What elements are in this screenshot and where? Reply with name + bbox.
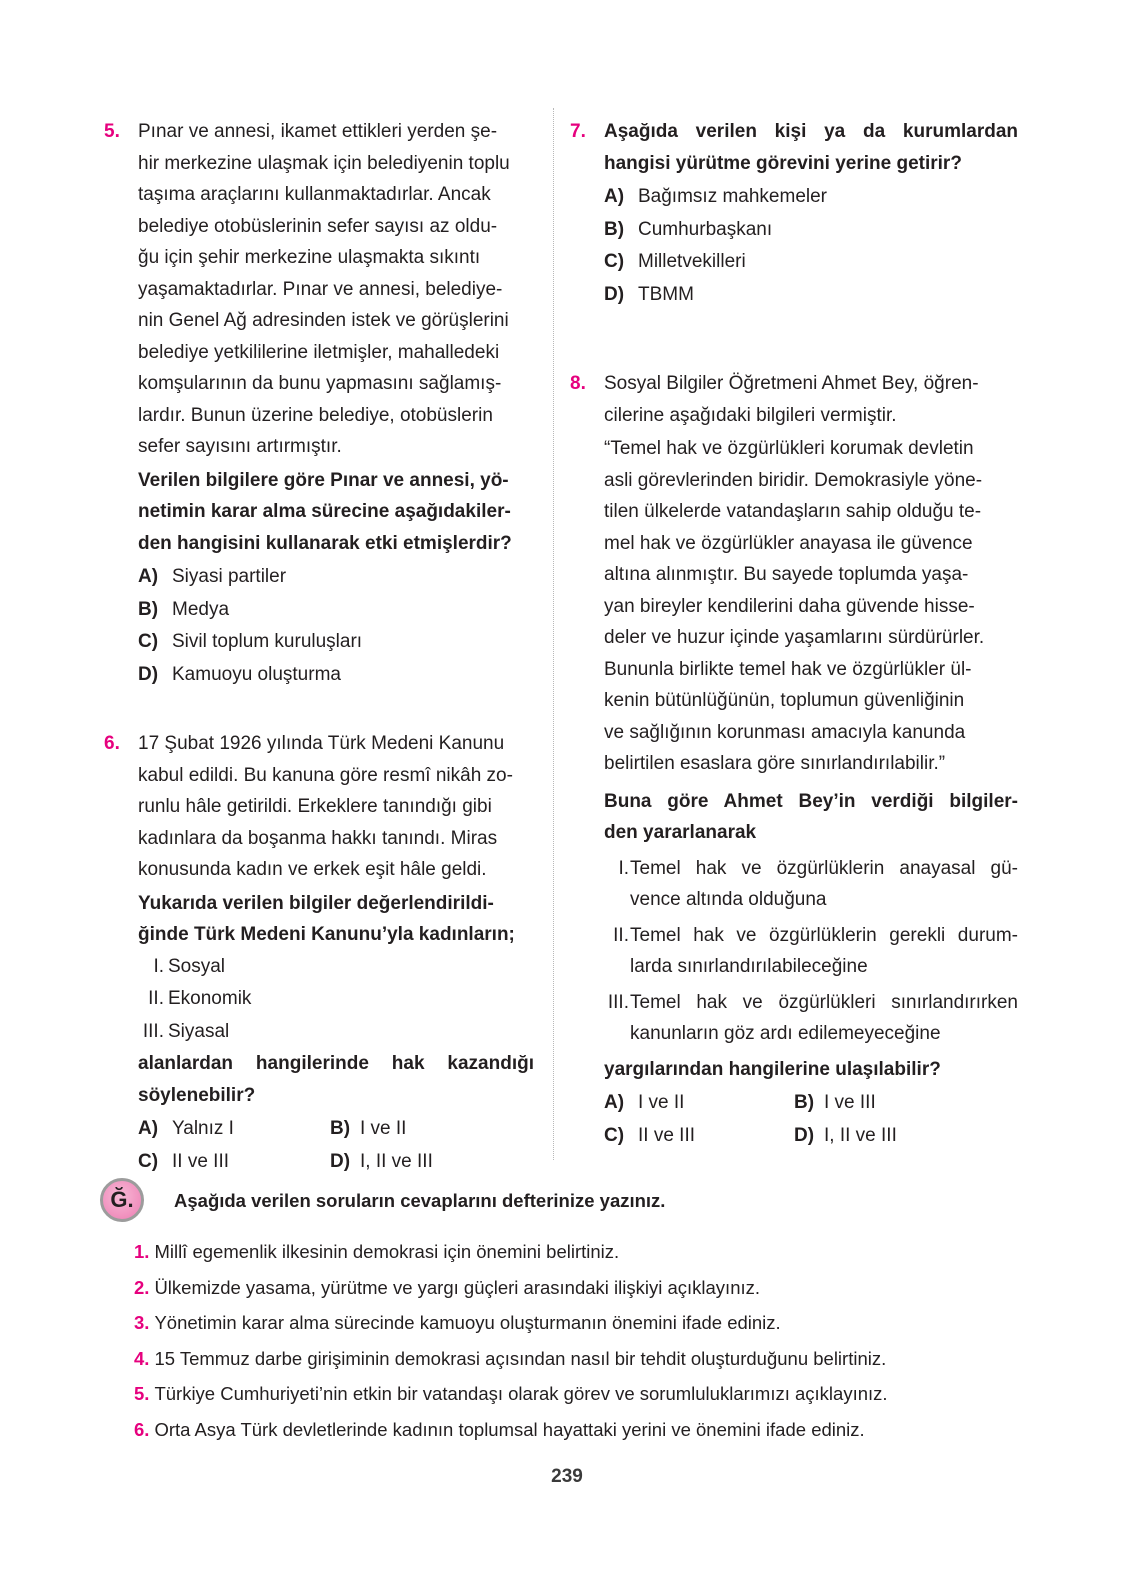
question-text: Pınar ve annesi, ikamet ettikleri yerden şe- hir merkezine ulaşmak için belediyenin toplu taşıma araçlarını kullanmaktadırlar. Ancak belediye otobüslerinin sefer sayısı az oldu- ğu için şehir merkezine ulaşmakta sıkıntı yaşamaktadırlar. Pınar ve annesi, belediye- nin Genel Ağ adresinden istek ve görüşlerini belediye yetkililerine iletmişler, mahalledeki komşularının da bunu yapmasını sağlamış- lardır. Bunun üzerine belediye, otobüslerin sefer sayısını artırmıştır. — [138, 121, 510, 457]
open-question-2: 2. Ülkemizde yasama, yürütme ve yargı güçleri arasındaki ilişkiyi açıklayınız. — [134, 1276, 761, 1298]
answer-options — [138, 561, 534, 691]
question-5 — [104, 116, 534, 691]
left-column — [104, 116, 534, 1172]
open-question-3: 3. Yönetimin karar alma sürecinde kamuoyu oluşturmanın önemini ifade ediniz. — [134, 1312, 781, 1333]
option-d[interactable]: D) TBMM — [604, 283, 694, 305]
option-a[interactable]: A) Bağımsız mahkemeler — [604, 186, 828, 207]
option-c[interactable]: C) II ve III — [138, 1150, 230, 1172]
option-b[interactable]: B) Medya — [138, 598, 230, 620]
section-badge: Ğ. — [100, 1178, 144, 1222]
question-8 — [570, 368, 1018, 1152]
question-number: 7. — [570, 121, 586, 142]
open-questions-list — [134, 1234, 888, 1447]
quote-text: “Temel hak ve özgürlükleri korumak devletin asli görevlerinden biridir. Demokrasiyle yöne- tilen ülkelerde vatandaşların sahip olduğu te- mel hak ve özgürlükler anayasa ile güvence altına alınmıştır. Bu sayede toplumda yaşa- yan bireyler kendilerini daha güvende hisse- deler ve huzur içinde yaşamlarını sürdürürler. Bununla birlikte temel hak ve özgürlükler ül- kenin bütünlüğünün, toplumun güvenliğinin ve sağlığının korunması amacıyla kanunda belirtilen esaslara göre sınırlandırılabilir.” — [604, 438, 985, 774]
roman-item-3: III. Siyasal — [142, 1020, 230, 1042]
open-question-1: 1. Millî egemenlik ilkesinin demokrasi için önemini belirtiniz. — [134, 1241, 620, 1262]
question-7 — [570, 116, 1018, 311]
section-title: Aşağıda verilen soruların cevaplarını defterinize yazınız. — [174, 1190, 666, 1211]
column-divider — [553, 108, 554, 1160]
question-6 — [104, 728, 534, 1178]
page-number: 239 — [551, 1466, 583, 1487]
question-number: 6. — [104, 733, 120, 754]
roman-items — [138, 951, 534, 1049]
roman-item-2: II. Ekonomik — [148, 988, 252, 1009]
question-intro: Sosyal Bilgiler Öğretmeni Ahmet Bey, öğren- cilerine aşağıdaki bilgileri vermiştir. — [604, 373, 979, 426]
option-a[interactable]: A) Siyasi partiler — [138, 566, 287, 587]
question-number: 8. — [570, 373, 586, 394]
option-c[interactable]: C) Milletvekilleri — [604, 251, 746, 272]
right-column — [570, 116, 1018, 1146]
question-text: 17 Şubat 1926 yılında Türk Medeni Kanunu kabul edildi. Bu kanuna göre resmî nikâh zo- runlu hâle getirildi. Erkeklere tanındığı gibi kadınlara da boşanma hakkı tanındı. Miras konusunda kadın ve erkek eşit hâle geldi. — [138, 733, 513, 880]
option-b[interactable]: B) Cumhurbaşkanı — [604, 218, 773, 240]
question-prompt-tail: alanlardan hangilerinde hak kazandığı söylenebilir? — [138, 1053, 534, 1106]
question-prompt: Aşağıda verilen kişi ya da kurumlardan hangisi yürütme görevini yerine getirir? — [604, 121, 1018, 174]
option-c[interactable]: C) Sivil toplum kuruluşları — [138, 631, 363, 652]
option-b[interactable]: B) I ve III — [794, 1092, 876, 1113]
roman-item-1: I. Sosyal — [153, 955, 226, 977]
option-d[interactable]: D) I, II ve III — [330, 1150, 433, 1172]
open-question-5: 5. Türkiye Cumhuriyeti’nin etkin bir vatandaşı olarak görev ve sorumluluklarımızı açıklayınız. — [134, 1383, 888, 1404]
roman-items — [604, 853, 1018, 1050]
roman-item-2: II. Temel hak ve özgürlüklerin gerekli durum- larda sınırlandırılabileceğine — [613, 924, 1018, 977]
open-question-4: 4. 15 Temmuz darbe girişiminin demokrasi açısından nasıl bir tehdit oluşturduğunu belirtiniz. — [134, 1347, 887, 1369]
roman-item-3: III. Temel hak ve özgürlükleri sınırlandırırken kanunların göz ardı edilemeyeceğine — [607, 991, 1018, 1044]
question-prompt: Yukarıda verilen bilgiler değerlendirildi- ğinde Türk Medeni Kanunu’yla kadınların; — [138, 892, 515, 945]
question-prompt: Verilen bilgilere göre Pınar ve annesi, yö- netimin karar alma sürecine aşağıdakiler- den hangisini kullanarak etki etmişlerdir? — [138, 469, 512, 554]
option-b[interactable]: B) I ve II — [330, 1118, 407, 1139]
open-question-6: 6. Orta Asya Türk devletlerinde kadının toplumsal hayattaki yerini ve önemini ifade ediniz. — [134, 1418, 865, 1440]
question-prompt-tail: yargılarından hangilerine ulaşılabilir? — [604, 1058, 941, 1080]
answer-options — [604, 181, 1018, 311]
option-c[interactable]: C) II ve III — [604, 1124, 696, 1146]
option-a[interactable]: A) Yalnız I — [138, 1118, 234, 1139]
option-d[interactable]: D) Kamuoyu oluşturma — [138, 663, 341, 685]
roman-item-1: I. Temel hak ve özgürlüklerin anayasal gü- vence altında olduğuna — [618, 857, 1018, 910]
answer-options — [604, 1087, 1018, 1152]
option-a[interactable]: A) I ve II — [604, 1092, 685, 1113]
question-prompt: Buna göre Ahmet Bey’in verdiği bilgiler- den yararlanarak — [604, 790, 1018, 843]
option-d[interactable]: D) I, II ve III — [794, 1124, 897, 1146]
question-number: 5. — [104, 121, 120, 142]
answer-options — [138, 1113, 534, 1178]
